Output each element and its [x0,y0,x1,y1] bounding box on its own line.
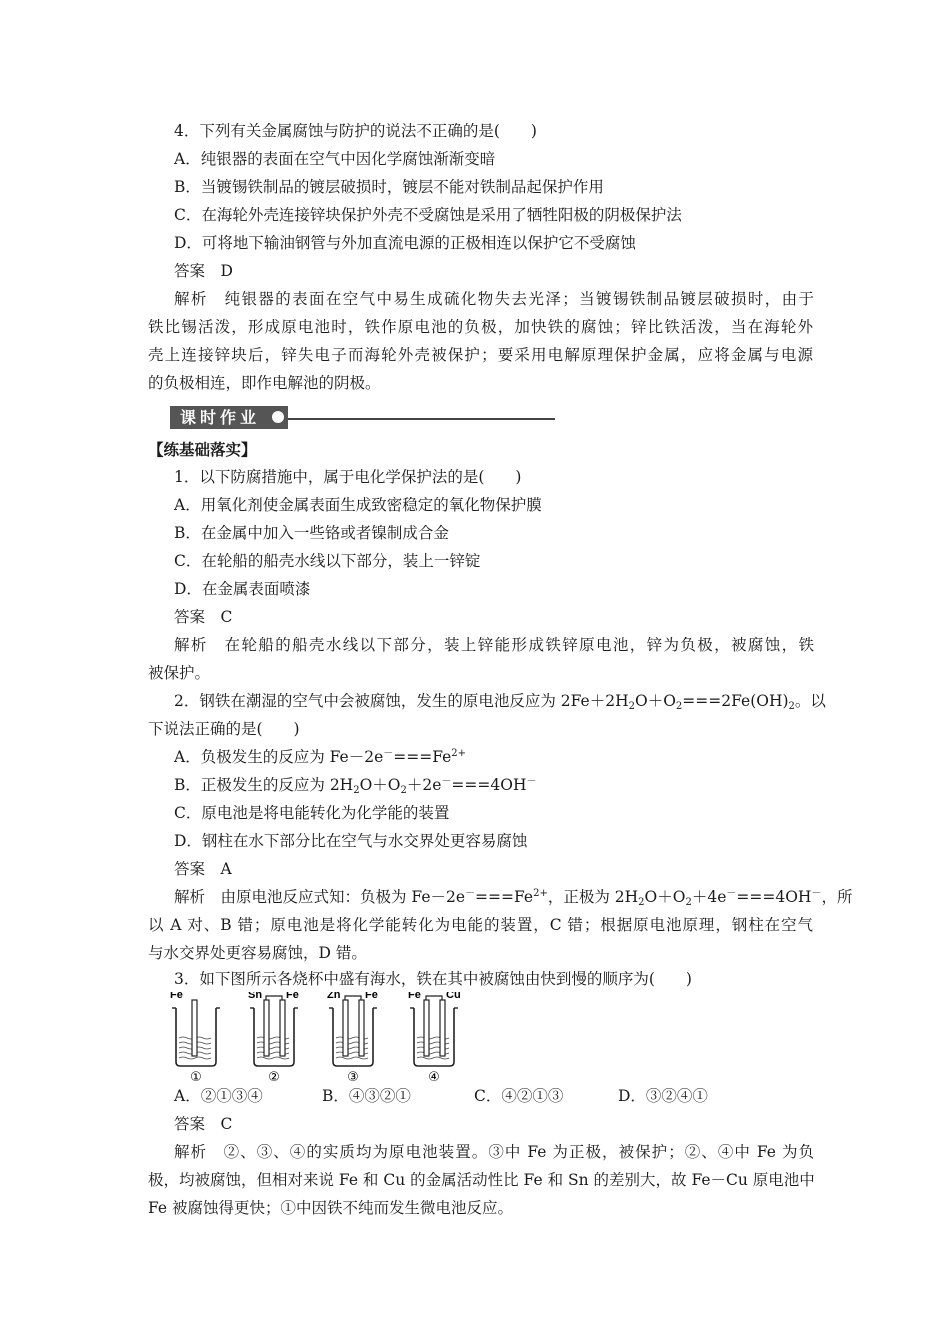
q2-stem-line-1: 2．钢铁在潮湿的空气中会被腐蚀，发生的原电池反应为 2Fe＋2H2O＋O2===2Fe(OH)2。以 [174,692,826,712]
banner-divider [288,418,555,420]
electrode-label-right: Cu [446,992,461,1001]
beaker-1 [170,992,220,1084]
q4-option-c: C．在海轮外壳连接锌块保护外壳不受腐蚀是采用了牺牲阳极的阴极保护法 [174,206,682,224]
beakers-diagram [168,992,468,1084]
beaker-number: ③ [347,1070,359,1084]
q3-analysis-line-3: Fe 被腐蚀得更快；①中因铁不纯而发生微电池反应。 [148,1199,514,1217]
beaker-4 [408,992,461,1084]
q4-option-b: B．当镀锡铁制品的镀层破损时，镀层不能对铁制品起保护作用 [174,178,604,196]
beaker-number: ② [268,1070,280,1084]
section-subheading: 【练基础落实】 [148,440,257,459]
section-banner [170,404,555,432]
electrode-label-right: Fe [286,992,299,1001]
q4-analysis-line-3: 壳上连接锌块后，锌失电子而海轮外壳被保护；要采用电解原理保护金属，应将金属与电源 [148,346,813,364]
banner-dot-icon [272,411,284,423]
water-line [257,1057,289,1059]
q4-option-a: A．纯银器的表面在空气中因化学腐蚀渐渐变暗 [174,150,496,168]
electrode-label-left: Sn [248,992,263,1001]
q3-stem: 3．如下图所示各烧杯中盛有海水，铁在其中被腐蚀由快到慢的顺序为( ) [174,970,692,988]
beaker-number: ④ [428,1070,440,1084]
q2-stem-line-2: 下说法正确的是( ) [148,720,300,738]
electrode [343,1000,348,1056]
electrode [440,1000,445,1056]
q2-analysis-line-2: 以 A 对、B 错；原电池是将化学能转化为电能的装置，C 错；根据原电池原理，钢柱在空气 [148,916,813,934]
electrode-label-left: Zn [327,992,341,1001]
q4-analysis-line-4: 的负极相连，即作电解池的阴极。 [148,374,381,392]
q3-answer: 答案 C [174,1115,233,1133]
q1-option-d: D．在金属表面喷漆 [174,580,311,598]
water-line [336,1057,368,1059]
q4-answer: 答案 D [174,262,233,280]
q3-option-c: C．④②①③ [474,1087,564,1105]
q2-analysis-line-3: 与水交界处更容易腐蚀，D 错。 [148,944,367,962]
q1-analysis-line-2: 被保护。 [148,664,211,682]
electrode [280,1000,285,1056]
electrode [264,1000,269,1056]
q2-answer: 答案 A [174,860,232,878]
water-line [417,1057,449,1059]
electrode [424,1000,429,1056]
q3-analysis-line-2: 极，均被腐蚀，但相对来说 Fe 和 Cu 的金属活动性比 Fe 和 Sn 的差别大，故 Fe－Cu 原电池中 [148,1171,815,1189]
electrode-label-left: Fe [408,992,421,1001]
q2-option-d: D．钢柱在水下部分比在空气与水交界处更容易腐蚀 [174,832,528,850]
beaker-3 [327,992,378,1084]
electrode-label-left: Fe [170,992,183,1001]
q1-option-b: B．在金属中加入一些铬或者镍制成合金 [174,524,449,542]
q4-option-d: D．可将地下输油钢管与外加直流电源的正极相连以保护它不受腐蚀 [174,234,636,252]
electrode [192,1000,197,1056]
q1-answer: 答案 C [174,608,233,626]
q1-stem: 1．以下防腐措施中，属于电化学保护法的是( ) [174,468,522,486]
q4-stem: 4．下列有关金属腐蚀与防护的说法不正确的是( ) [174,122,537,140]
beaker-number: ① [190,1070,202,1084]
beaker-2 [248,992,299,1084]
banner-label: 课时作业 [170,406,288,429]
q3-option-b: B．④③②① [322,1087,411,1105]
water-line [179,1057,211,1059]
q4-analysis-line-1: 解析 纯银器的表面在空气中易生成硫化物失去光泽；当镀锡铁制品镀层破损时，由于 [174,290,814,308]
q1-option-a: A．用氧化剂使金属表面生成致密稳定的氧化物保护膜 [174,496,542,514]
q4-analysis-line-2: 铁比锡活泼，形成原电池时，铁作原电池的负极，加快铁的腐蚀；锌比铁活泼，当在海轮外 [148,318,813,336]
q2-option-c: C．原电池是将电能转化为化学能的装置 [174,804,450,822]
q2-option-a: A．负极发生的反应为 $Fe-2e^-===Fe^{2+}$ [174,748,467,766]
electrode [359,1000,364,1056]
q3-analysis-line-1: 解析 ②、③、④的实质均为原电池装置。③中 Fe 为正极，被保护；②、④中 Fe 为负 [174,1143,814,1161]
q3-option-d: D．③②④① [618,1087,708,1105]
q1-analysis-line-1: 解析 在轮船的船壳水线以下部分，装上锌能形成铁锌原电池，锌为负极，被腐蚀，铁 [174,636,814,654]
q1-option-c: C．在轮船的船壳水线以下部分，装上一锌锭 [174,552,481,570]
q2-analysis-line-1: 解析 由原电池反应式知：负极为 $Fe-2e^-===Fe^{2+}$，正极为 2H2O＋O2＋4e－===4OH－，所 [174,888,853,908]
q3-option-a: A．②①③④ [174,1087,263,1105]
q2-option-b: B．正极发生的反应为 2H2O＋O2＋2e－===4OH－ [174,776,537,796]
electrode-label-right: Fe [365,992,378,1001]
beaker-figure [168,992,468,1084]
